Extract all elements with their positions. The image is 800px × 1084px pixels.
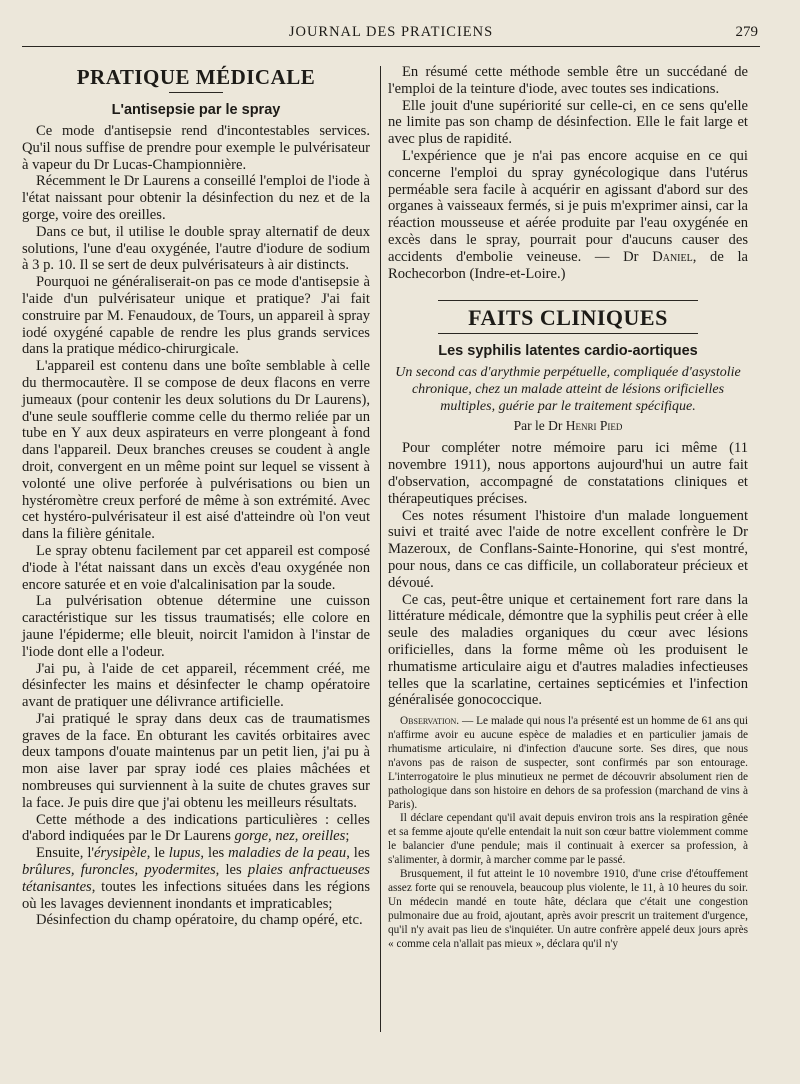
paragraph: Récemment le Dr Laurens a conseillé l'emploi de l'iode à l'état naissant pour obtenir la désinfection du nez et de la gorge, voire des oreilles.: [22, 173, 370, 223]
running-header: [22, 20, 760, 47]
paragraph: L'appareil est contenu dans une boîte semblable à celle du thermocautère. Il se compose de deux flacons en verre jumeaux (pour contenir les deux solutions du Dr Laurens), d'une seule soufflerie comme celle du thermo reliée par un tube en Y aux deux aspirateurs en verre plongeant à fond dans l'appareil. Deux branches creuses se coudent à angle droit, convergent en un même point sur lequel se vissent à volonté une olive perforée à pulvérisations ou bien un hystéromètre creux perforé de même à son extrémité. Avec cet hystéro-pulvérisateur il est aisé d'atteindre où l'on veut dans la filière génitale.: [22, 358, 370, 543]
page-number: 279: [735, 24, 758, 40]
paragraph-signature: [388, 148, 748, 282]
paragraph: Elle jouit d'une supériorité sur celle-ci, en ce sens qu'elle ne limite pas son champ de désinfection. Elle le fait large et avec plus de rapidité.: [388, 97, 748, 148]
journal-title: JOURNAL DES PRATICIENS: [288, 24, 494, 40]
left-column: [22, 64, 370, 929]
paragraph: Pour compléter notre mémoire paru ici même (11 novembre 1911), nous apportons aujourd'hui un autre fait d'observation, accompagné de constatations cliniques et thérapeutiques précises.: [388, 440, 748, 507]
text-run: ;: [345, 828, 350, 845]
section-title-faits-cliniques: FAITS CLINIQUES: [438, 300, 698, 334]
text-run: , les: [200, 845, 229, 862]
observation-paragraph: [388, 715, 748, 812]
paragraph-indications: [22, 812, 370, 846]
paragraph: Ce cas, peut-être unique et certainement fort rare dans la littérature médicale, démontre que la syphilis peut créer à elle seule des maladies organiques du cœur avec lésions orificielles, dans la forme même où les produisent le rhumatisme articulaire aigu et d'autres maladies infectieuses telles que la scarlatine, certaines septicémies et l'infection généralisée gonococcique.: [388, 591, 748, 709]
section-rule: [169, 92, 223, 93]
text-run: Par le Dr: [513, 418, 566, 434]
paragraph: Pourquoi ne généraliserait-on pas ce mode d'antisepsie à l'aide d'un pulvérisateur unique et pratique? J'ai fait construire par M. Fenaudoux, de Tours, un appareil à spray iodé oxygéné capable de rendre les plus grands services dans la pratique médico-chirurgicale.: [22, 274, 370, 358]
column-divider: [380, 66, 381, 1032]
article-subtitle: Un second cas d'arythmie perpétuelle, compliquée d'asystolie chronique, chez un malade atteint de lésions orificielles multiples, guérie par le traitement spécifique.: [395, 365, 741, 415]
paragraph: Désinfection du champ opératoire, du champ opéré, etc.: [36, 912, 363, 929]
article-title-antisepsie: L'antisepsie par le spray: [111, 102, 281, 118]
paragraph: Dans ce but, il utilise le double spray alternatif de deux solutions, l'une d'eau oxygénée, l'autre d'iodure de sodium à 3 p. 10. Il se sert de deux pulvérisateurs à air distincts.: [22, 223, 370, 274]
observation-paragraph: Brusquement, il fut atteint le 10 novembre 1910, d'une crise d'étouffement assez forte qui se renouvela, beaucoup plus violente, le 11, à 10 heures du soir. Un médecin mandé en toute hâte, déclara que c'était une congestion pulmonaire due au froid, ajoutant, après avoir prescrit un traitement d'urgence, qu'il n'y avait pas lieu de s'inquiéter. Un autre confrère appelé deux jours après « comme cela n'allait pas mieux », déclara qu'il n'y: [388, 868, 748, 950]
article-title-syphilis: Les syphilis latentes cardio-aortiques: [438, 343, 698, 360]
text-run: Cette méthode a des indications particulières : celles d'abord indiquées par le Dr Laurens: [22, 811, 370, 845]
paragraph: La pulvérisation obtenue détermine une cuisson caractéristique sur les tissus traumatisés; elle colore en jaune l'épiderme; elle bleuit, noircit l'amidon à l'instar de l'iode dont elle a l'odeur.: [22, 593, 370, 660]
italic-run: lupus: [168, 845, 201, 862]
text-run: , les: [346, 845, 370, 862]
italic-run: plaies anfractueuses tétanisantes: [22, 862, 370, 895]
paragraph: Ces notes résument l'histoire d'un malade longuement suivi et traité avec l'aide de notre excellent confrère le Dr Mazeroux, de Conflans-Sainte-Honorine, qui s'est montré, pour nous, dans ce cas difficile, un collaborateur précieux et dévoué.: [388, 507, 748, 591]
text-run: , toutes les infections situées dans les régions où les lavages deviennent inondants et impraticables;: [22, 878, 370, 912]
observation-paragraph: Il déclare cependant qu'il avait depuis environ trois ans la respiration gênée et sa femme ajoute qu'elle entendait la nuit son cœur battre violemment comme le balancier d'une pendule; mais il continuait à exercer sa profession, à s'alimenter, à dormir, à marcher comme par le passé.: [388, 812, 748, 867]
italic-run: gorge, nez, oreilles: [234, 828, 346, 845]
paragraph: Ce mode d'antisepsie rend d'incontestables services. Qu'il nous suffise de prendre pour exemple le pulvérisateur à vapeur du Dr Lucas-Championnière.: [22, 123, 370, 173]
text-run: Ensuite, l': [36, 845, 95, 862]
italic-run: érysipèle: [94, 845, 147, 862]
text-run: , de la Rochecorbon (Indre-et-Loire.): [388, 248, 748, 282]
paragraph-infections: [22, 845, 370, 912]
byline: [388, 417, 748, 434]
paragraph: J'ai pu, à l'aide de cet appareil, récemment créé, me désinfecter les mains et désinfecter le champ opératoire avant de pratiquer une délivrance artificielle.: [22, 660, 370, 711]
paragraph: En résumé cette méthode semble être un succédané de l'emploi de la teinture d'iode, avec toutes ses indications.: [388, 64, 748, 97]
text-run: , les: [215, 862, 248, 879]
italic-run: maladies de la peau: [228, 845, 347, 862]
paragraph: Le spray obtenu facilement par cet appareil est composé d'iode à l'état naissant dans un excès d'eau oxygénée non encore saturée et en voie d'alcalinisation par la soude.: [22, 542, 370, 593]
observation-label: Observation.: [400, 715, 460, 728]
section-title-pratique-medicale: PRATIQUE MÉDICALE: [76, 65, 316, 89]
author-name: Daniel: [652, 248, 693, 265]
italic-run: brûlures, furoncles, pyodermites: [22, 862, 216, 879]
paragraph: J'ai pratiqué le spray dans deux cas de traumatismes graves de la face. En obturant les cavités orbitaires avec deux tampons d'ouate maintenus par un petit lien, j'ai pu à mon aise laver par spray iodé ces plaies mâchées et nombreuses qui surviennent à la suite de chutes graves sur la face. Je puis dire que j'ai obtenu les meilleurs résultats.: [22, 710, 370, 811]
author-name: Henri Pied: [565, 418, 623, 434]
right-column: [388, 64, 748, 952]
text-run: , le: [146, 845, 169, 862]
text-run: L'expérience que je n'ai pas encore acquise en ce qui concerne l'emploi du spray gynécologique dans l'utérus perméable sera facile à acquérir en agissant d'abord sur des organes à vaisseaux fermés, si je puis m'exprimer ainsi, car la réaction mousseuse et aérée produite par l'eau oxygénée en excès dans le spray, pourrait pour d'aucuns causer des accidents d'embolie veineuse. — Dr: [388, 147, 748, 265]
text-run: — Le malade qui nous l'a présenté est un homme de 61 ans qui n'affirme avoir eu aucune espèce de maladies et en particulier jamais de rhumatisme articulaire, ni d'infection d'aucune sorte. Ses dires, que nous n'avons pas de raison de suspecter, sont confirmés par son entourage. L'interrogatoire le plus minutieux ne permet de découvrir absolument rien de pathologique dans son histoire en dehors de sa profession (marchand de vins à Paris).: [388, 715, 748, 811]
